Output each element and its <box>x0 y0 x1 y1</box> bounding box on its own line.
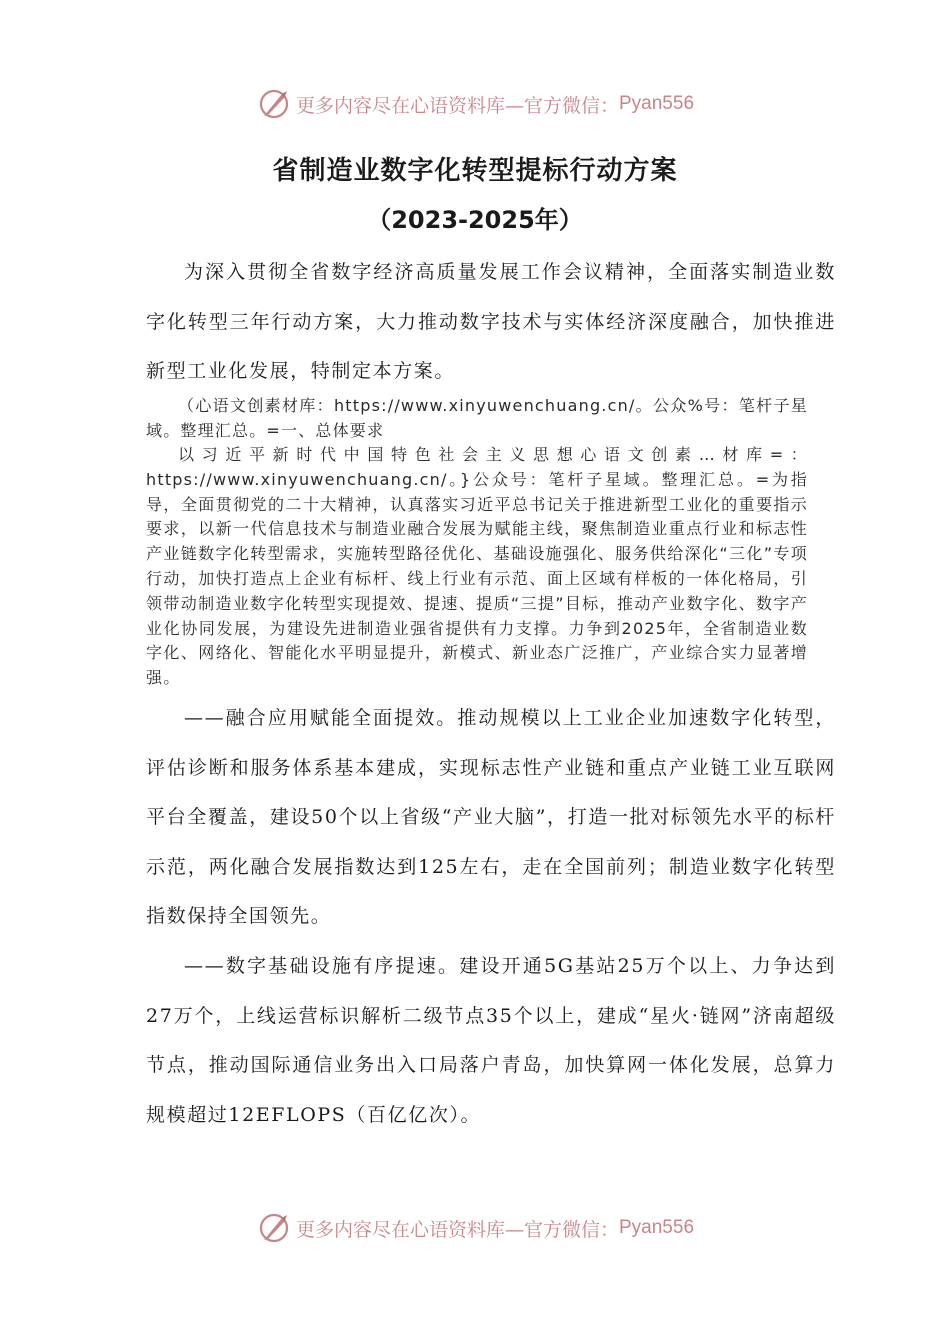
document-subtitle: （2023-2025年） <box>367 206 583 234</box>
note-paragraph-1: （心语文创素材库：https://www.xinyuwenchuang.cn/。公众%号：笔杆子星域。整理汇总。=一、总体要求 <box>146 396 808 440</box>
watermark-banner-bottom <box>0 1208 950 1248</box>
note-paragraph-2: 以习近平新时代中国特色社会主义思想心语文创素…材库=：https://www.xinyuwenchuang.cn/。}公众号：笔杆子星域。整理汇总。=为指导，全面贯彻党的二十大精神，认真落实习近平总书记关于推进新型工业化的重要指示要求，以新一代信息技术与制造业融合发展为赋能主线，聚焦制造业重点行业和标志性产业链数字化转型需求，实施转型路径优化、基础设施强化、服务供给深化“三化”专项行动，加快打造点上企业有标杆、线上行业有示范、面上区域有样板的一体化格局，引领带动制造业数字化转型实现提效、提速、提质“三提”目标，推动产业数字化、数字产业化协同发展，为建设先进制造业强省提供有力支撑。力争到2025年，全省制造业数字化、网络化、智能化水平明显提升，新模式、新业态广泛推广，产业综合实力显著增强。 <box>146 445 808 688</box>
goal-paragraph-2: ——数字基础设施有序提速。建设开通5G基站25万个以上、力争达到27万个，上线运营标识解析二级节点35个以上，建成“星火·链网”济南超级节点，推动国际通信业务出入口局落户青岛，加快算网一体化发展，总算力规模超过12EFLOPS（百亿亿次）。 <box>146 955 836 1126</box>
quill-logo-icon <box>256 86 292 122</box>
watermark-banner-top <box>0 84 950 124</box>
goal-paragraph-1: ——融合应用赋能全面提效。推动规模以上工业企业加速数字化转型，评估诊断和服务体系基本建成，实现标志性产业链和重点产业链工业互联网平台全覆盖，建设50个以上省级“产业大脑”，打造一批对标领先水平的标杆示范，两化融合发展指数达到125左右，走在全国前列；制造业数字化转型指数保持全国领先。 <box>146 707 836 928</box>
banner-text: 更多内容尽在心语资料库—官方微信： <box>295 94 619 117</box>
intro-paragraph: 为深入贯彻全省数字经济高质量发展工作会议精神，全面落实制造业数字化转型三年行动方案，大力推动数字技术与实体经济深度融合，加快推进新型工业化发展，特制定本方案。 <box>146 261 836 383</box>
banner-wechat-id: Pyan556 <box>619 93 695 114</box>
quill-logo-icon <box>256 1210 292 1246</box>
document-title: 省制造业数字化转型提标行动方案 <box>272 156 678 186</box>
banner-text: 更多内容尽在心语资料库—官方微信： <box>295 1218 619 1241</box>
banner-wechat-id: Pyan556 <box>619 1217 695 1238</box>
